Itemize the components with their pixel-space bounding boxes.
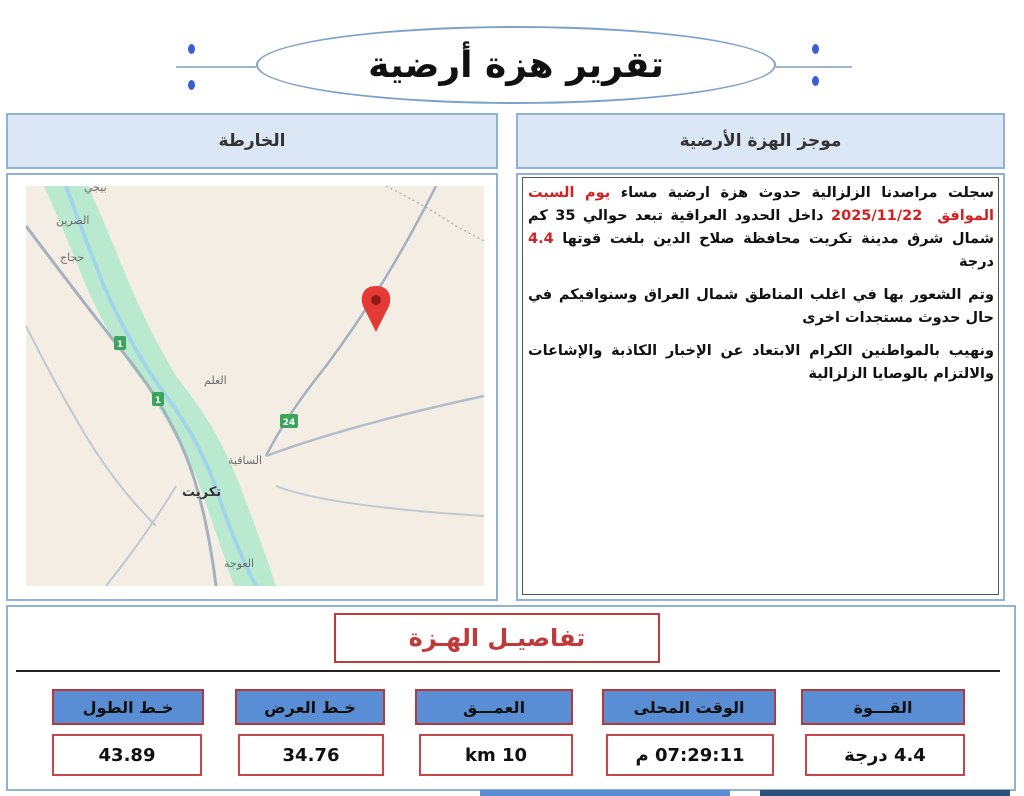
details-divider	[16, 670, 1000, 672]
map-panel-heading: الخارطة	[218, 131, 286, 151]
label-depth	[415, 689, 573, 725]
summary-p1-day: يوم السبت الموافق	[528, 185, 994, 224]
label-depth-text: العمـــق	[462, 697, 526, 717]
summary-paragraph-3: ونهيب بالمواطنين الكرام الابتعاد عن الإخبار الكاذبة والإشاعات والالتزام بالوصايا الزلزالية	[528, 343, 994, 382]
value-local-time-text: 07:29:11 م	[635, 744, 745, 766]
summary-p1-part-c: درجة	[958, 254, 994, 270]
map-panel-header	[6, 113, 498, 169]
label-local-time-text: الوقت المحلى	[633, 697, 745, 717]
value-latitude	[238, 734, 384, 776]
summary-p1-part-a: سجلت مراصدنا الزلزالية حدوث هزة ارضية مساء	[610, 185, 995, 201]
value-depth	[419, 734, 573, 776]
summary-paragraph-2: وتم الشعور بها في اغلب المناطق شمال العراق وسنوافيكم في حال حدوث مستجدات اخرى	[528, 287, 994, 326]
summary-p1-magnitude: 4.4	[528, 231, 554, 247]
summary-p1-part-b: داخل الحدود العراقية تبعد حوالي 35 كم شمال شرق مدينة تكريت محافظة صلاح الدين بلغت قوتها	[528, 208, 994, 247]
map-label-tikrit: تكريت	[182, 485, 222, 500]
bottom-strip-right	[760, 790, 1010, 796]
summary-panel-header	[516, 113, 1005, 169]
value-magnitude-text: 4.4 درجة	[844, 744, 926, 766]
bottom-strip-left	[480, 790, 730, 796]
road-shield-1a-label: 1	[116, 340, 124, 350]
title-deco-line-right	[776, 66, 852, 68]
summary-panel-heading: موجز الهزة الأرضية	[679, 131, 842, 151]
map-label-awja: العوجة	[224, 557, 255, 570]
label-latitude-text: خـط العرض	[264, 697, 356, 717]
label-longitude-text: خـط الطول	[82, 697, 174, 717]
map-label-hajjaj: حجاج	[60, 251, 85, 264]
value-latitude-text: 34.76	[282, 744, 340, 766]
title-deco-dot-left-top	[188, 44, 195, 54]
title-deco-dot-right-bottom	[812, 76, 819, 86]
road-shield-24-label: 24	[282, 418, 296, 428]
summary-paragraph-1	[528, 182, 994, 274]
label-magnitude	[801, 689, 965, 725]
summary-p1-date: 2025/11/22	[831, 208, 923, 224]
title-deco-dot-left-bottom	[188, 80, 195, 90]
value-longitude	[52, 734, 202, 776]
label-longitude	[52, 689, 204, 725]
label-local-time	[602, 689, 776, 725]
title-deco-dot-right-top	[812, 44, 819, 54]
location-map[interactable]	[26, 186, 484, 586]
map-label-sareen: الصرين	[56, 214, 90, 227]
label-magnitude-text: القـــوة	[853, 697, 913, 717]
details-title-text: تفاصيـل الهـزة	[408, 624, 586, 652]
title-deco-line-left	[176, 66, 256, 68]
page-title	[256, 26, 776, 104]
page-title-text: تقرير هزة أرضية	[368, 44, 664, 86]
label-latitude	[235, 689, 385, 725]
details-title	[334, 613, 660, 663]
value-magnitude	[805, 734, 965, 776]
road-shield-1b-label: 1	[154, 396, 162, 406]
value-longitude-text: 43.89	[98, 744, 156, 766]
map-label-alam: العلم	[204, 374, 227, 387]
summary-text	[528, 182, 994, 396]
value-depth-text: 10 km	[464, 744, 528, 766]
value-local-time	[606, 734, 774, 776]
map-label-saqia: الساقية	[228, 454, 263, 467]
map-label-top: بيجي	[84, 186, 107, 194]
